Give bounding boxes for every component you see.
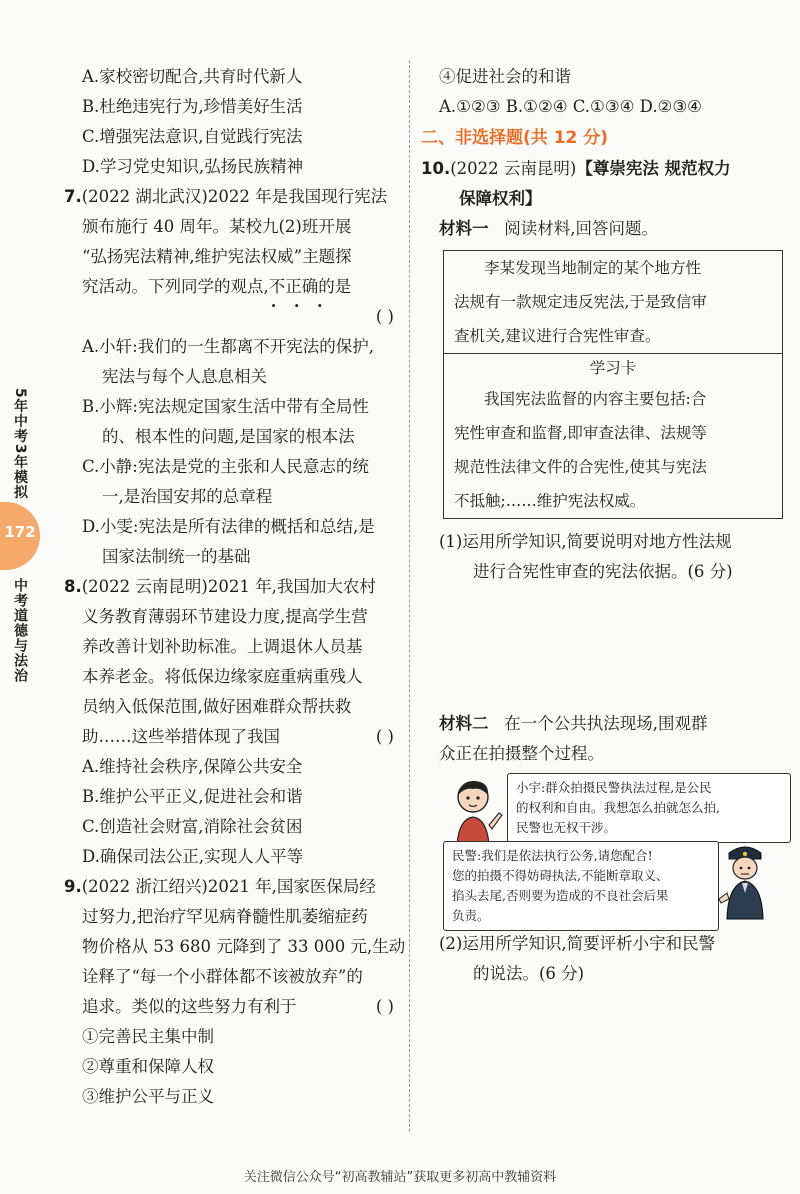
- series-title: 5年中考3年模拟: [12, 388, 28, 500]
- q8-source: (2022 云南昆明): [81, 577, 208, 596]
- q10-topic-cont: 保障权利】: [459, 189, 542, 208]
- q8-option-b: B.维护公平正义,促进社会和谐: [82, 787, 303, 806]
- q7-text: 2022 年是我国现行宪法: [207, 187, 388, 206]
- boy-illustration: [445, 777, 507, 847]
- q9-stem-line4: 诠释了“每一个小群体都不该被放弃”的: [82, 967, 363, 986]
- answer-space-1: [421, 587, 785, 709]
- q9-item-4: ④促进社会的和谐: [439, 67, 571, 86]
- q7-option-c-cont: 一,是治国安邦的总章程: [102, 487, 273, 506]
- side-strip: [0, 330, 40, 750]
- q7-emphasis: 不正确 · · ·: [269, 277, 319, 296]
- q9-answer-paren: ( ): [375, 997, 394, 1016]
- subject-title: 中考道德与法治: [12, 578, 28, 683]
- police-illustration: [717, 841, 773, 921]
- q7-stem-line2: 颁布施行 40 周年。某校九(2)班开展: [82, 217, 352, 236]
- material2-label: 材料二: [439, 714, 489, 733]
- q7-option-c: C.小静:宪法是党的主张和人民意志的统: [82, 457, 369, 476]
- q7-answer-paren: ( ): [375, 307, 394, 326]
- q8-stem-line6: 助……这些举措体现了我国 ( ): [64, 722, 404, 752]
- q8-option-d: D.确保司法公正,实现人人平等: [82, 847, 304, 866]
- q8-stem-line4: 本养老金。将低保边缘家庭重病重残人: [82, 667, 363, 686]
- q9-source: (2022 浙江绍兴): [81, 877, 208, 896]
- q7-option-b-cont: 的、根本性的问题,是国家的根本法: [102, 427, 355, 446]
- q7-option-d: D.小雯:宪法是所有法律的概括和总结,是: [82, 517, 375, 536]
- q10-sub1-cont: 进行合宪性审查的宪法依据。(6 分): [473, 562, 733, 581]
- q10-topic: 【尊崇宪法 规范权力: [576, 159, 731, 178]
- q9-stem-line5: 追求。类似的这些努力有利于 ( ): [64, 992, 404, 1022]
- q8-number: 8.: [64, 577, 82, 596]
- q9-item-3: ③维护公平与正义: [82, 1087, 214, 1106]
- xiaoyu-speech-bubble: 小宇:群众拍摄民警执法过程,是公民 的权利和自由。我想怎么拍就怎么拍, 民警也无权干涉。: [507, 773, 791, 843]
- study-card-title: 学习卡: [589, 359, 637, 377]
- q7-option-a: A.小轩:我们的一生都离不开宪法的保护,: [82, 337, 374, 356]
- police-speech-bubble: 民警:我们是依法执行公务,请您配合! 您的拍摄不得妨碍执法,不能断章取义、 掐头去尾,否则要为造成的不良社会后果 负责。: [443, 841, 719, 931]
- q8-stem-line2: 义务教育薄弱环节建设力度,提高学生营: [82, 607, 368, 626]
- right-column: [421, 62, 785, 989]
- material1-box: 李某发现当地制定的某个地方性 法规有一款规定违反宪法,于是致信审 查机关,建议进行合宪性审查。 学习卡 我国宪法监督的内容主要包括:合 宪性审查和监督,即审查法律、法规等 规范性法律文件的合宪性,使其与宪法 不抵触;……维护宪法权威。: [443, 250, 783, 519]
- q7-stem-line4: 究活动。下列同学的观点,不正确 · · ·的是: [64, 272, 404, 302]
- page-number: 172: [4, 523, 36, 541]
- material1-label: 材料一: [439, 219, 489, 238]
- q10-sub2: (2)运用所学知识,简要评析小宇和民警: [439, 934, 716, 953]
- q6-option-d: D.学习党史知识,弘扬民族精神: [82, 157, 304, 176]
- q6-option-c: C.增强宪法意识,自觉践行宪法: [82, 127, 303, 146]
- q8-stem-line5: 员纳入低保范围,做好困难群众帮扶救: [82, 697, 352, 716]
- q7-option-d-cont: 国家法制统一的基础: [102, 547, 251, 566]
- material2-cont: 众正在拍摄整个过程。: [439, 744, 604, 763]
- q9-choices: A.①②③ B.①②④ C.①③④ D.②③④: [439, 97, 702, 116]
- q6-option-a: A.家校密切配合,共育时代新人: [82, 67, 303, 86]
- material1-line: 材料一 阅读材料,回答问题。: [439, 219, 658, 238]
- cartoon-area: [421, 769, 785, 929]
- q8-option-a: A.维持社会秩序,保障公共安全: [82, 757, 303, 776]
- q10-sub2-cont: 的说法。(6 分): [473, 964, 585, 983]
- footer-note: 关注微信公众号“初高教辅站”获取更多初高中教辅资料: [243, 1170, 557, 1185]
- section-title: 二、非选择题(共 12 分): [421, 128, 609, 148]
- q8-answer-paren: ( ): [375, 727, 394, 746]
- column-divider: [409, 60, 410, 1132]
- q8-stem-line1: 8.(2022 云南昆明)2021 年,我国加大农村: [64, 577, 376, 596]
- q7-number: 7.: [64, 187, 82, 206]
- q7-source: (2022 湖北武汉): [81, 187, 208, 206]
- q9-item-1: ①完善民主集中制: [82, 1027, 214, 1046]
- q8-option-c: C.创造社会财富,消除社会贫困: [82, 817, 303, 836]
- left-column: [64, 62, 404, 1112]
- q7-stem-line3: “弘扬宪法精神,维护宪法权威”主题探: [82, 247, 352, 266]
- q10-sub1: (1)运用所学知识,简要说明对地方性法规: [439, 532, 732, 551]
- q7-option-b: B.小辉:宪法规定国家生活中带有全局性: [82, 397, 369, 416]
- q7-stem-line1: [64, 182, 404, 212]
- q9-stem-line1: 9.(2022 浙江绍兴)2021 年,国家医保局经: [64, 877, 376, 896]
- q10-source: (2022 云南昆明): [450, 159, 577, 178]
- q9-item-2: ②尊重和保障人权: [82, 1057, 214, 1076]
- q9-stem-line2: 过努力,把治疗罕见病脊髓性肌萎缩症药: [82, 907, 368, 926]
- q9-number: 9.: [64, 877, 82, 896]
- q6-option-b: B.杜绝违宪行为,珍惜美好生活: [82, 97, 303, 116]
- q7-option-a-cont: 宪法与每个人息息相关: [102, 367, 267, 386]
- material2-line: 材料二 在一个公共执法现场,围观群: [439, 714, 708, 733]
- q10-stem-line1: [421, 154, 785, 184]
- q8-stem-line3: 养改善计划补助标准。上调退休人员基: [82, 637, 363, 656]
- q9-stem-line3: 物价格从 53 680 元降到了 33 000 元,生动: [82, 937, 406, 956]
- q10-number: 10.: [421, 159, 451, 178]
